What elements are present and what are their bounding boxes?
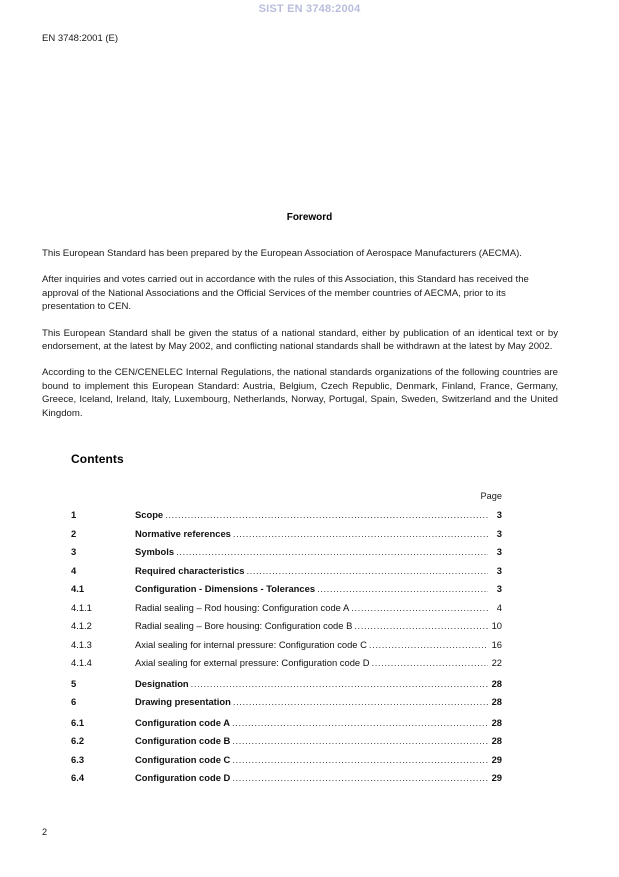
toc-dot-leader bbox=[351, 599, 488, 618]
toc-entry-label: Axial sealing for internal pressure: Configuration code C bbox=[135, 638, 367, 650]
toc-entry[interactable] bbox=[71, 732, 502, 751]
foreword-paragraph: This European Standard shall be given the status of a national standard, either by publication of an identical text or by endorsement, at the latest by May 2002, and conflicting national standards shall be withdrawn at the latest by May 2002. bbox=[42, 327, 558, 353]
toc-dot-leader bbox=[165, 506, 488, 525]
foreword-heading: Foreword bbox=[286, 212, 333, 223]
toc-entry-page-number: 4 bbox=[496, 601, 502, 613]
toc-entry-number: 4.1 bbox=[71, 583, 85, 594]
toc-entry-number: 5 bbox=[71, 677, 77, 689]
toc-entry-number: 6 bbox=[71, 696, 77, 707]
toc-entry-page-number: 3 bbox=[496, 546, 502, 557]
toc-entry[interactable] bbox=[71, 751, 502, 770]
toc-entry-label: Configuration code A bbox=[135, 716, 230, 728]
contents-page-column-header: Page bbox=[480, 491, 502, 501]
toc-entry-label: Normative references bbox=[135, 527, 231, 539]
toc-entry-page-number: 3 bbox=[496, 509, 502, 520]
toc-entry-page-number: 3 bbox=[496, 527, 502, 539]
toc-entry-page-number: 22 bbox=[491, 657, 502, 668]
toc-entry-label: Configuration code B bbox=[135, 735, 231, 746]
toc-entry-number: 6.3 bbox=[71, 753, 85, 765]
toc-dot-leader bbox=[354, 617, 488, 636]
toc-entry-number: 6.4 bbox=[71, 772, 85, 783]
page-number: 2 bbox=[42, 827, 48, 837]
toc-entry-page-number: 10 bbox=[491, 620, 502, 631]
toc-entry-label: Designation bbox=[135, 677, 189, 689]
toc-dot-leader bbox=[176, 543, 488, 562]
toc-entry-label: Required characteristics bbox=[135, 564, 245, 576]
toc-entry-label: Axial sealing for external pressure: Configuration code D bbox=[135, 657, 370, 668]
toc-entry-label: Scope bbox=[135, 509, 164, 520]
toc-entry-number: 2 bbox=[71, 527, 77, 539]
toc-entry[interactable] bbox=[71, 617, 502, 636]
toc-entry-page-number: 29 bbox=[491, 772, 502, 783]
toc-dot-leader bbox=[191, 675, 488, 694]
toc-entry[interactable] bbox=[71, 654, 502, 673]
toc-entry-page-number: 16 bbox=[491, 638, 502, 650]
toc-entry[interactable] bbox=[71, 543, 502, 562]
watermark-standard-id: SIST EN 3748:2004 bbox=[258, 3, 361, 15]
toc-entry-number: 1 bbox=[71, 509, 77, 520]
toc-entry[interactable] bbox=[71, 693, 502, 712]
running-head-standard-id: EN 3748:2001 (E) bbox=[42, 33, 119, 44]
toc-dot-leader bbox=[317, 580, 488, 599]
toc-entry-number: 3 bbox=[71, 546, 77, 557]
toc-entry-page-number: 28 bbox=[491, 677, 502, 689]
toc-entry[interactable] bbox=[71, 562, 502, 581]
toc-entry-label: Configuration - Dimensions - Tolerances bbox=[135, 583, 316, 594]
toc-dot-leader bbox=[233, 525, 488, 544]
toc-dot-leader bbox=[232, 714, 488, 733]
foreword-body bbox=[42, 247, 558, 420]
toc-entry-label: Configuration code C bbox=[135, 753, 231, 765]
toc-entry-number: 4.1.1 bbox=[71, 601, 92, 613]
toc-entry-label: Configuration code D bbox=[135, 772, 231, 783]
foreword-paragraph: According to the CEN/CENELEC Internal Regulations, the national standards organizations of the following countries are bound to implement this European Standard: Austria, Belgium, Czech Republic, Denmark, Finland, France, Germany, Greece, Iceland, Ireland, Italy, Luxembourg, Netherlands, Norway, Portugal, Spain, Sweden, Switzerland and the United Kingdom. bbox=[42, 367, 558, 419]
toc-entry-number: 4 bbox=[71, 564, 77, 576]
toc-entry[interactable] bbox=[71, 714, 502, 733]
toc-entry-label: Symbols bbox=[135, 546, 175, 557]
contents-heading: Contents bbox=[71, 452, 124, 466]
toc-dot-leader bbox=[369, 636, 488, 655]
toc-entry-number: 6.1 bbox=[71, 716, 85, 728]
toc-entry[interactable] bbox=[71, 675, 502, 694]
toc-entry-page-number: 3 bbox=[496, 583, 502, 594]
toc-dot-leader bbox=[232, 769, 488, 788]
toc-entry-page-number: 29 bbox=[491, 753, 502, 765]
toc-entry-label: Radial sealing – Bore housing: Configuration code B bbox=[135, 620, 353, 631]
foreword-paragraph: After inquiries and votes carried out in accordance with the rules of this Association, this Standard has received the approval of the National Associations and the Official Services of the member countries of AECMA, prior to its presentation to CEN. bbox=[42, 274, 529, 313]
toc-entry-page-number: 28 bbox=[491, 696, 502, 707]
toc-entry[interactable] bbox=[71, 580, 502, 599]
toc-entry-label: Radial sealing – Rod housing: Configuration code A bbox=[135, 601, 350, 613]
toc-dot-leader bbox=[233, 693, 488, 712]
toc-entry-page-number: 28 bbox=[491, 716, 502, 728]
toc-entry[interactable] bbox=[71, 636, 502, 655]
table-of-contents bbox=[71, 506, 502, 788]
toc-entry-number: 6.2 bbox=[71, 735, 85, 746]
toc-entry[interactable] bbox=[71, 599, 502, 618]
foreword-paragraph: This European Standard has been prepared by the European Association of Aerospace Manufacturers (AECMA). bbox=[42, 248, 522, 259]
toc-entry[interactable] bbox=[71, 525, 502, 544]
toc-dot-leader bbox=[372, 654, 489, 673]
toc-entry[interactable] bbox=[71, 506, 502, 525]
toc-entry-label: Drawing presentation bbox=[135, 696, 231, 707]
toc-entry-number: 4.1.3 bbox=[71, 638, 92, 650]
toc-entry-page-number: 28 bbox=[491, 735, 502, 746]
toc-entry-number: 4.1.2 bbox=[71, 620, 92, 631]
toc-entry-page-number: 3 bbox=[496, 564, 502, 576]
toc-entry-number: 4.1.4 bbox=[71, 657, 92, 668]
toc-dot-leader bbox=[232, 751, 488, 770]
toc-dot-leader bbox=[232, 732, 488, 751]
toc-dot-leader bbox=[246, 562, 488, 581]
toc-entry[interactable] bbox=[71, 769, 502, 788]
